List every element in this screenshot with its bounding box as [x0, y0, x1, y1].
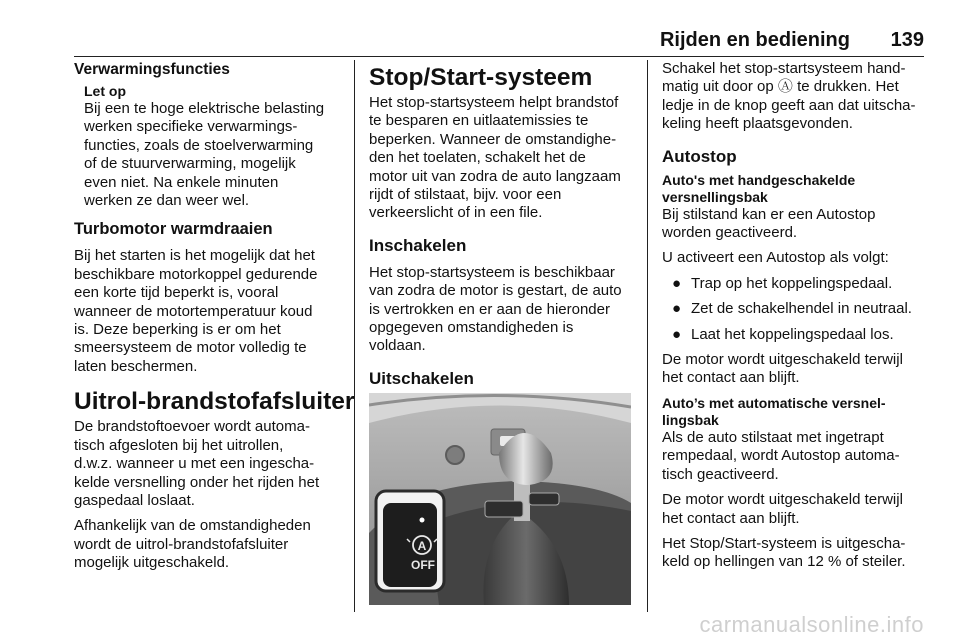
column-left [74, 60, 355, 580]
list-item-text: Zet de schakelhendel in neutraal. [691, 300, 912, 318]
text-line: Het Stop/Start-systeem is uitgescha- [662, 534, 906, 552]
list-item: ● Laat het koppelingspedaal los. [672, 325, 894, 343]
text-line: De motor wordt uitgeschakeld terwijl [662, 351, 903, 369]
list-item: ● Zet de schakelhendel in neutraal. [672, 300, 912, 318]
column-right [662, 60, 928, 579]
manual-gearbox-text-3 [662, 351, 928, 388]
turbo-title: Turbomotor warmdraaien [74, 220, 273, 239]
text-line: beperken. Wanneer de omstandighe- [369, 130, 617, 148]
automatic-gearbox-text-3 [662, 535, 928, 572]
list-item: ● Trap op het koppelingspedaal. [672, 274, 893, 292]
list-item-text: Laat het koppelingspedaal los. [691, 325, 894, 343]
page-header [0, 0, 960, 56]
text-line: Afhankelijk van de omstandigheden [74, 517, 311, 535]
text-line: of de stuurverwarming, mogelijk [84, 155, 296, 173]
text-line: De brandstoftoevoer wordt automa- [74, 418, 310, 436]
turbo-text [74, 247, 344, 376]
text-line: Bij het starten is het mogelijk dat het [74, 247, 315, 265]
text-line: functies, zoals de stoelverwarming [84, 136, 314, 154]
text-line: tisch afgesloten bij het uitrollen, [74, 436, 284, 454]
note-box [74, 83, 344, 210]
text-line: kelde versnelling onder het rijden het [74, 473, 320, 491]
text-line: De motor wordt uitgeschakeld terwijl [662, 491, 903, 509]
text-line: te besparen en uitlaatemissies te [369, 112, 589, 130]
automatic-gearbox-title [662, 395, 928, 429]
text-line: Het stop-startsysteem helpt brandstof [369, 94, 619, 111]
text-line: motor uit van zodra de auto langzaam [369, 167, 621, 185]
text-line: keling heeft plaatsgevonden. [662, 115, 853, 133]
manual-gearbox-text-1 [662, 206, 928, 243]
svg-text:A: A [417, 539, 427, 553]
text-line: verkeerslicht of in een file. [369, 204, 543, 222]
autostop-steps [662, 275, 928, 344]
disable-title: Uitschakelen [369, 368, 474, 388]
fuel-cutoff-title: Uitrol-brandstofafsluiter [74, 388, 355, 416]
stop-start-title: Stop/Start-systeem [369, 64, 593, 91]
text-line: Als de auto stilstaat met ingetrapt [662, 428, 884, 446]
text-line: mogelijk uitgeschakeld. [74, 554, 230, 572]
text-line: Auto’s met automatische versnel- [662, 394, 886, 411]
text-line: Bij stilstand kan er een Autostop [662, 205, 876, 223]
text-line: een korte tijd beperkt is, vooral [74, 284, 279, 302]
chapter-title: Rijden en bediening [659, 29, 850, 51]
text-line: beschikbare motorkoppel gedurende [74, 265, 318, 283]
text-line: voldaan. [369, 337, 426, 355]
text-line: is. Deze beperking is er om het [74, 321, 281, 339]
stop-start-intro [369, 94, 634, 223]
text-line: wanneer de motortemperatuur koud [74, 302, 313, 320]
heating-title: Verwarmingsfuncties [74, 61, 230, 78]
text-line: worden geactiveerd. [662, 224, 798, 242]
text-line: smeersysteem de motor volledig te [74, 339, 307, 357]
text-line: het contact aan blijft. [662, 509, 800, 527]
text-line: werken ze dan weer wel. [84, 192, 250, 210]
column-divider-2 [647, 60, 648, 612]
text-line: even niet. Na enkele minuten [84, 173, 279, 191]
text-line: gaspedaal loslaat. [74, 491, 195, 509]
enable-title: Inschakelen [369, 235, 467, 255]
automatic-gearbox-text-1 [662, 429, 928, 484]
automatic-gearbox-text-2 [662, 491, 928, 528]
column-middle [369, 60, 634, 397]
off-button-label: OFF [411, 558, 435, 572]
text-line: den het toelaten, schakelt het de [369, 149, 586, 167]
manual-disable-text [662, 60, 928, 134]
manual-gearbox-text-2: U activeert een Autostop als volgt: [662, 249, 889, 267]
text-line: keld op hellingen van 12 % of steiler. [662, 553, 906, 571]
text-line: lingsbak [662, 411, 719, 428]
column-divider-1 [354, 60, 355, 612]
text-line: Bij een te hoge elektrische belasting [84, 100, 325, 117]
list-item-text: Trap op het koppelingspedaal. [691, 274, 893, 292]
text-line: wordt de uitrol-brandstofafsluiter [74, 535, 289, 553]
manual-gearbox-title [662, 172, 928, 206]
gear-console-illustration [369, 393, 631, 605]
text-line: tisch geactiveerd. [662, 465, 779, 483]
fuel-cutoff-text-2 [74, 517, 344, 572]
text-line: opgegeven omstandigheden is [369, 319, 574, 337]
text-line: matig uit door op Ⓐ te drukken. Het [662, 78, 899, 96]
watermark: carmanualsonline.info [699, 612, 924, 637]
note-text [84, 100, 344, 210]
text-line: ledje in de knop geeft aan dat uitscha- [662, 96, 916, 114]
text-line: Schakel het stop-startsysteem hand- [662, 60, 906, 77]
text-line: versnellingsbak [662, 188, 768, 205]
text-line: rijdt of stilstaat, bijv. voor een [369, 186, 562, 204]
text-line: d.w.z. wanneer u met een ingescha- [74, 455, 315, 473]
header-divider [74, 56, 924, 57]
text-line: van zodra de motor is gestart, de auto [369, 282, 622, 300]
text-line: het contact aan blijft. [662, 369, 800, 387]
text-line: rempedaal, wordt Autostop automa- [662, 447, 900, 465]
text-line: laten beschermen. [74, 357, 198, 375]
text-line: werken specifieke verwarmings- [84, 118, 298, 136]
autostop-title: Autostop [662, 146, 737, 166]
text-line: Auto's met handgeschakelde [662, 171, 856, 188]
fuel-cutoff-text-1 [74, 418, 344, 510]
console-photo [369, 393, 631, 605]
page-number: 139 [890, 29, 924, 51]
text-line: is vertrokken en er aan de hieronder [369, 300, 610, 318]
text-line: Het stop-startsysteem is beschikbaar [369, 263, 615, 281]
enable-text [369, 264, 634, 356]
note-title: Let op [84, 83, 126, 99]
